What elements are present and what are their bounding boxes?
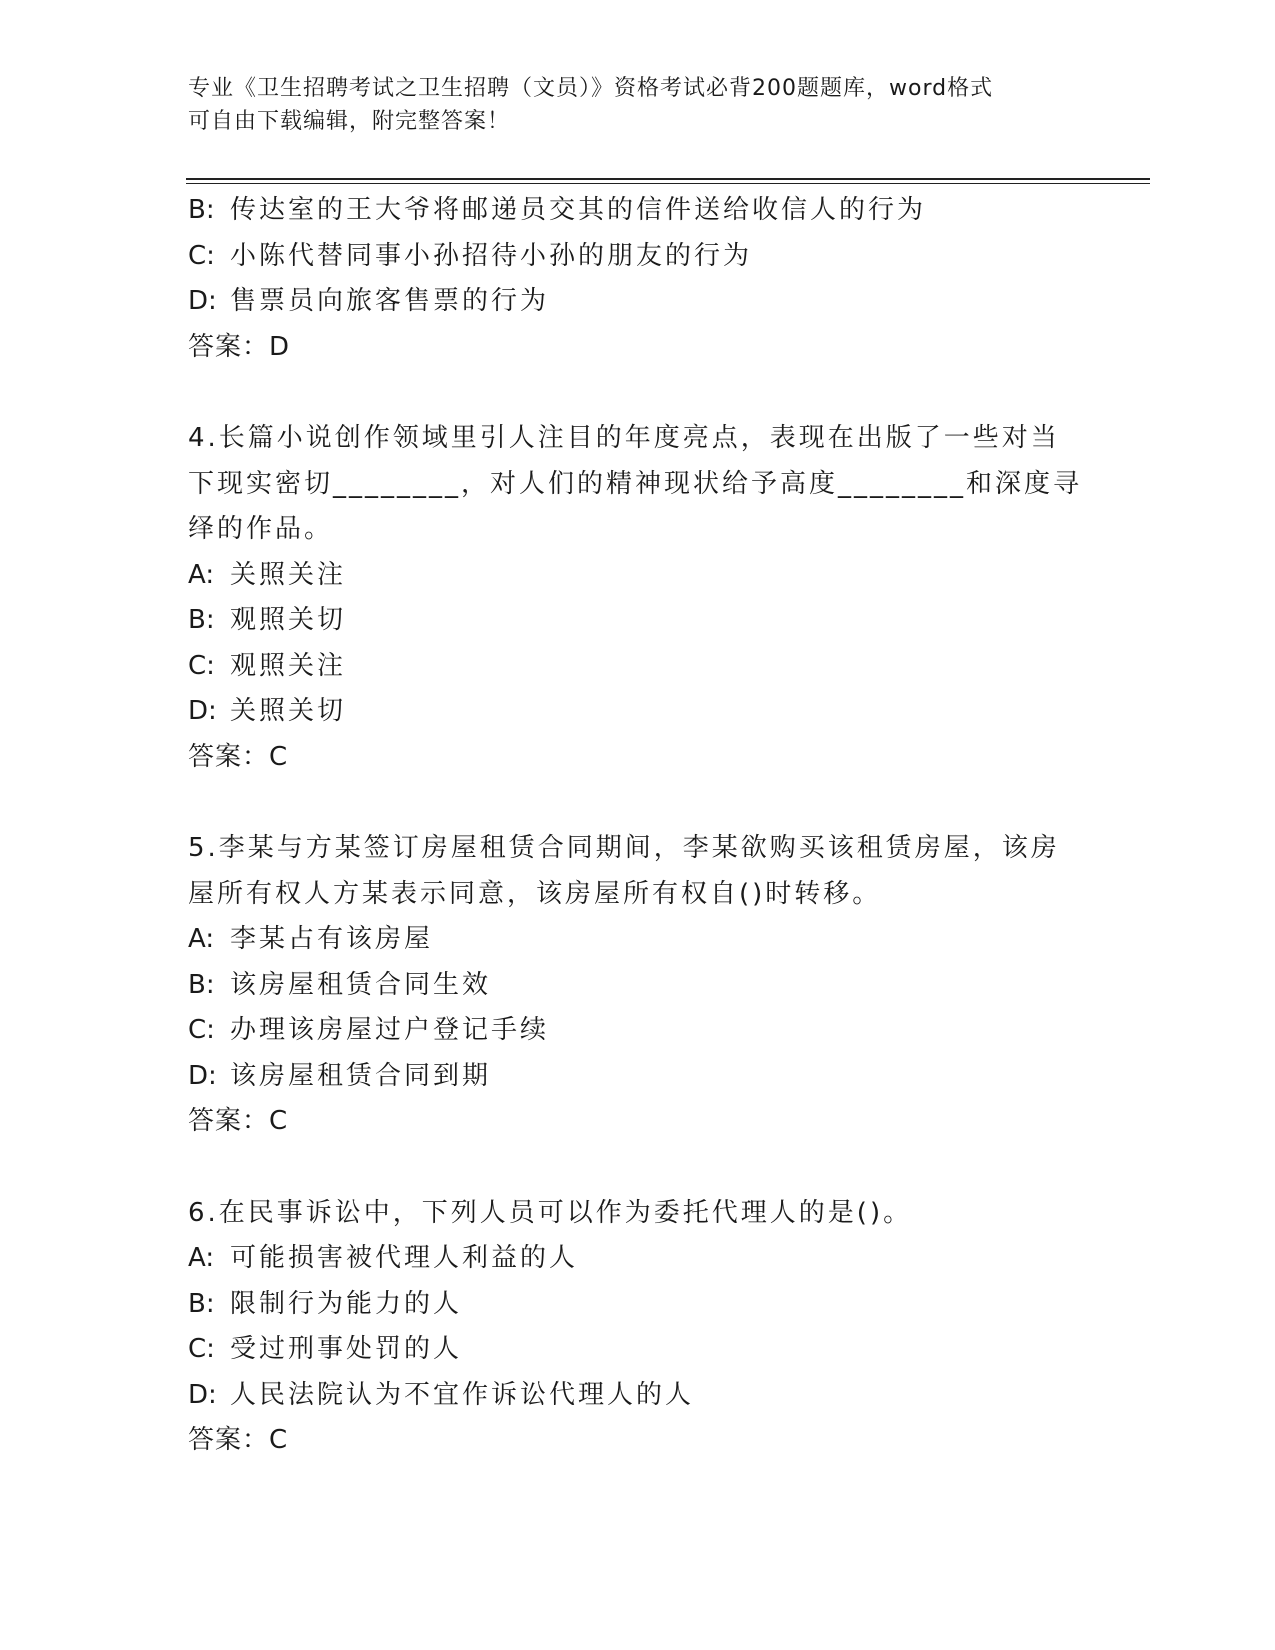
header-line-2: 可自由下载编辑，附完整答案！: [188, 109, 511, 134]
option-text: 关照关注: [230, 559, 347, 590]
document-header: [188, 72, 1068, 138]
question-3-tail: [188, 188, 1068, 370]
question-4: [188, 416, 1083, 780]
option-text: 可能损害被代理人利益的人: [230, 1243, 579, 1273]
option-b: [188, 188, 1068, 234]
option-c: [188, 1327, 1068, 1373]
option-letter: B:: [188, 195, 215, 225]
option-letter: A:: [188, 1243, 215, 1273]
question-stem-line: 屋所有权人方某表示同意，该房屋所有权自()时转移。: [188, 878, 882, 909]
option-letter: B:: [188, 1288, 215, 1319]
option-text: 受过刑事处罚的人: [230, 1334, 463, 1364]
option-text: 人民法院认为不宜作诉讼代理人的人: [230, 1379, 695, 1410]
answer-line: 答案：C: [188, 1106, 289, 1136]
option-text: 该房屋租赁合同生效: [230, 969, 492, 1000]
option-letter: C:: [188, 1334, 215, 1364]
spacer: [188, 370, 1068, 416]
option-letter: D:: [188, 1060, 217, 1091]
question-list: [188, 188, 1083, 1464]
header-line-1: 专业《卫生招聘考试之卫生招聘（文员）》资格考试必背200题题库，word格式: [188, 76, 994, 101]
question-stem-line: 5.李某与方某签订房屋租赁合同期间，李某欲购买该租赁房屋，该房: [188, 833, 1060, 863]
option-c: [188, 1008, 1068, 1054]
option-text: 办理该房屋过户登记手续: [230, 1015, 550, 1045]
option-letter: C:: [188, 1015, 215, 1045]
option-letter: D:: [188, 696, 217, 726]
option-b: [188, 1282, 1068, 1328]
option-letter: D:: [188, 1379, 217, 1410]
option-text: 李某占有该房屋: [230, 924, 434, 954]
answer-line: 答案：C: [188, 741, 289, 772]
option-c: [188, 644, 1068, 690]
option-letter: A:: [188, 924, 215, 954]
option-letter: C:: [188, 650, 215, 681]
option-letter: A:: [188, 559, 215, 590]
option-d: [188, 1054, 1068, 1100]
answer-line: 答案：C: [188, 1425, 289, 1455]
option-c: [188, 234, 1068, 280]
option-a: [188, 1236, 1068, 1282]
option-letter: C:: [188, 240, 215, 271]
option-b: [188, 598, 1068, 644]
option-b: [188, 963, 1068, 1009]
option-text: 观照关注: [230, 650, 347, 681]
option-d: [188, 279, 1068, 325]
question-stem-line: 6.在民事诉讼中，下列人员可以作为委托代理人的是()。: [188, 1197, 913, 1228]
spacer: [188, 1145, 1068, 1191]
option-text: 小陈代替同事小孙招待小孙的朋友的行为: [230, 240, 753, 271]
question-stem-line: 下现实密切________，对人们的精神现状给予高度________和深度寻: [188, 468, 1083, 499]
option-a: [188, 917, 1068, 963]
question-6: [188, 1191, 1068, 1464]
question-5: [188, 826, 1068, 1145]
question-stem-line: 绎的作品。: [188, 514, 334, 544]
option-text: 观照关切: [230, 605, 347, 635]
spacer: [188, 780, 1068, 826]
option-text: 传达室的王大爷将邮递员交其的信件送给收信人的行为: [230, 195, 927, 225]
option-letter: D:: [188, 286, 217, 316]
question-stem-line: 4.长篇小说创作领域里引人注目的年度亮点，表现在出版了一些对当: [188, 423, 1060, 453]
option-d: [188, 1373, 1068, 1419]
option-letter: B:: [188, 605, 215, 635]
option-text: 限制行为能力的人: [230, 1288, 463, 1319]
header-divider-thin: [186, 183, 1150, 184]
option-text: 售票员向旅客售票的行为: [230, 286, 550, 316]
option-text: 该房屋租赁合同到期: [230, 1060, 492, 1091]
answer-line: 答案：D: [188, 331, 291, 362]
option-a: [188, 553, 1068, 599]
option-letter: B:: [188, 969, 215, 1000]
header-divider-thick: [186, 178, 1150, 180]
option-text: 关照关切: [230, 696, 347, 726]
option-d: [188, 689, 1068, 735]
